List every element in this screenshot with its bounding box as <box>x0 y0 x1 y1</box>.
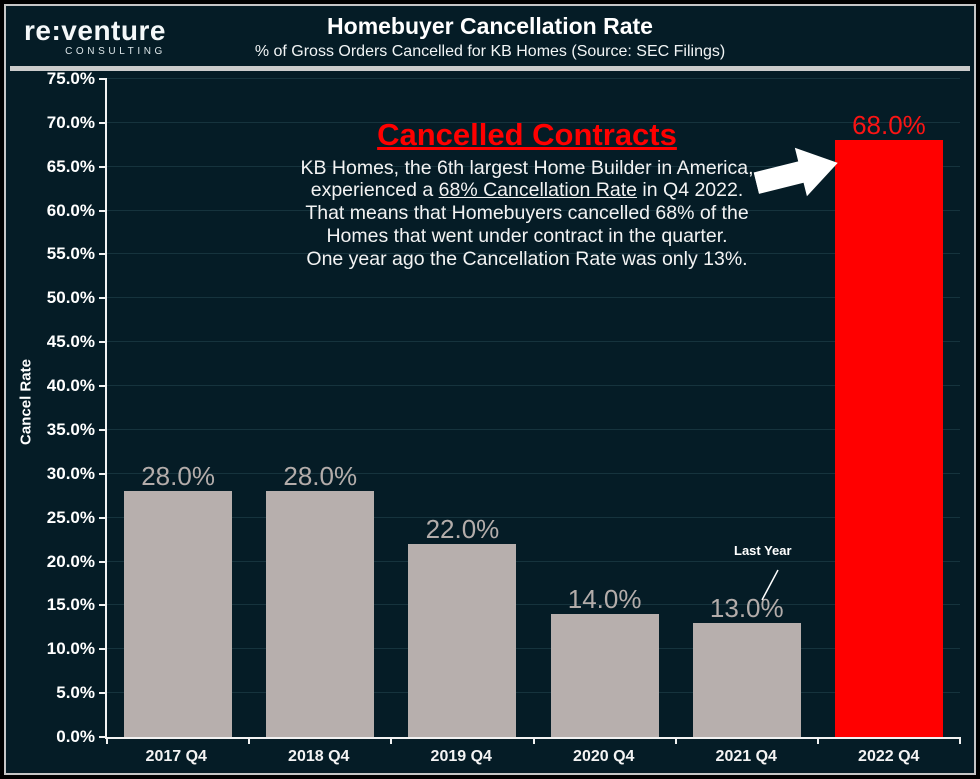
y-axis-tick-label: 70.0% <box>46 112 95 132</box>
y-axis-title: Cancel Rate <box>17 359 35 445</box>
underlined-stat: 68% Cancellation Rate <box>438 179 638 202</box>
chart-title: Homebuyer Cancellation Rate <box>327 13 653 39</box>
x-axis-label: 2021 Q4 <box>715 748 777 765</box>
y-axis-tick-label: 50.0% <box>46 288 95 308</box>
bar-value-label: 28.0% <box>283 461 358 492</box>
y-axis-tick-label: 20.0% <box>46 551 95 571</box>
bar-slot <box>107 79 249 737</box>
logo <box>24 17 166 57</box>
bar-2018-q4 <box>266 491 374 737</box>
y-axis-tick-label: 25.0% <box>46 507 95 527</box>
y-axis-tick <box>99 429 107 431</box>
x-axis-label: 2019 Q4 <box>430 748 492 765</box>
y-axis-tick-label: 40.0% <box>46 376 95 396</box>
callout-pointer-line <box>757 567 783 603</box>
y-axis-tick <box>99 517 107 519</box>
y-axis-tick-label: 55.0% <box>46 244 95 264</box>
y-axis-tick-label: 75.0% <box>46 69 95 88</box>
content-area <box>10 10 970 769</box>
x-axis-label: 2018 Q4 <box>288 748 350 765</box>
header <box>10 10 970 64</box>
y-axis-tick-label: 15.0% <box>46 595 95 615</box>
x-axis-label: 2022 Q4 <box>858 748 920 765</box>
y-axis-tick-label: 65.0% <box>46 156 95 176</box>
y-axis-tick <box>99 648 107 650</box>
bar-2019-q4 <box>408 544 516 737</box>
bar-value-label: 14.0% <box>567 584 642 615</box>
annotation-line-4: Homes that went under contract in the quarter. <box>326 224 728 247</box>
last-year-callout: Last Year <box>734 543 792 558</box>
bar-value-label: 13.0% <box>709 592 784 623</box>
annotation-line-2: experienced a 68% Cancellation Rate in Q4 2022. <box>310 179 744 202</box>
y-axis-tick-label: 10.0% <box>46 639 95 659</box>
y-axis-tick-label: 0.0% <box>56 727 95 746</box>
y-axis-tick <box>99 166 107 168</box>
logo-tagline: CONSULTING <box>65 46 166 57</box>
annotation <box>247 119 807 271</box>
annotation-body <box>247 157 807 271</box>
bar-2020-q4 <box>551 614 659 737</box>
plot-area <box>46 69 960 746</box>
bar-value-label: 68.0% <box>852 110 926 141</box>
bar-2017-q4 <box>124 491 232 737</box>
annotation-line-5: One year ago the Cancellation Rate was only 13%. <box>306 247 748 270</box>
annotation-line-3: That means that Homebuyers cancelled 68% of the <box>305 202 749 225</box>
y-axis-tick-label: 5.0% <box>56 683 95 703</box>
y-axis-tick <box>99 473 107 475</box>
y-axis-tick-label: 45.0% <box>46 332 95 352</box>
x-axis-labels <box>105 741 960 769</box>
chart-subtitle: % of Gross Orders Cancelled for KB Homes (Source: SEC Filings) <box>254 43 726 60</box>
x-axis-label: 2017 Q4 <box>145 748 207 765</box>
y-axis-tick <box>99 341 107 343</box>
y-axis-tick <box>99 78 107 80</box>
y-axis-tick <box>99 604 107 606</box>
bar-value-label: 22.0% <box>425 514 500 544</box>
bar-2021-q4 <box>693 623 801 737</box>
annotation-title: Cancelled Contracts <box>377 117 677 152</box>
annotation-line-1: KB Homes, the 6th largest Home Builder in America, <box>300 156 754 179</box>
y-axis-tick-label: 60.0% <box>46 200 95 220</box>
y-axis-tick <box>99 210 107 212</box>
y-axis-tick <box>99 385 107 387</box>
bar-2022-q4 <box>835 140 943 737</box>
y-axis-tick-label: 30.0% <box>46 463 95 483</box>
x-axis-label: 2020 Q4 <box>573 748 635 765</box>
y-axis-tick <box>99 297 107 299</box>
bar-chart <box>10 71 970 769</box>
y-axis-tick <box>99 561 107 563</box>
y-axis-tick-label: 35.0% <box>46 419 95 439</box>
y-axis-tick <box>99 253 107 255</box>
bar-value-label: 28.0% <box>141 461 215 492</box>
y-axis-tick <box>99 122 107 124</box>
logo-wordmark: re:venture <box>24 15 166 46</box>
y-axis-tick <box>99 692 107 694</box>
